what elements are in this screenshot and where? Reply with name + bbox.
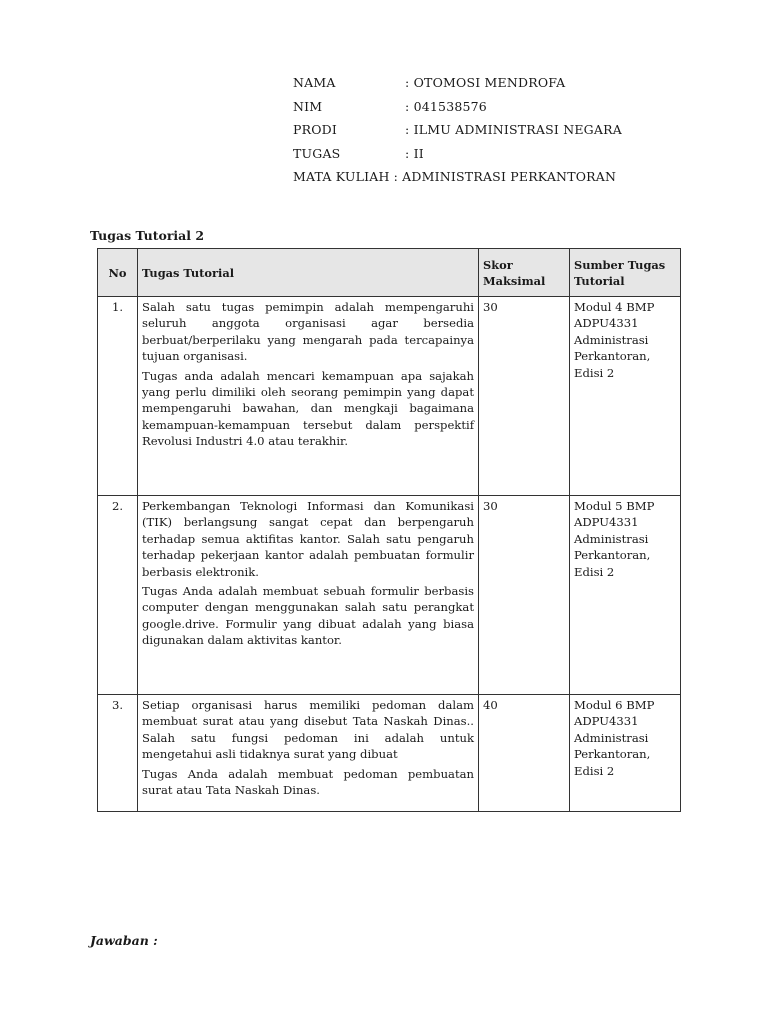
task-paragraph: Salah satu tugas pemimpin adalah mempengaruhi seluruh anggota organisasi agar bersedia berbuat/berperilaku yang mengarah pada tercapainya tujuan organisasi.	[142, 300, 474, 364]
info-value: : ILMU ADMINISTRASI NEGARA	[405, 122, 622, 137]
cell-source: Modul 5 BMP ADPU4331 Administrasi Perkantoran, Edisi 2	[570, 496, 681, 695]
info-row-nama	[293, 71, 622, 95]
info-value: : OTOMOSI MENDROFA	[405, 75, 566, 90]
section-title: Tugas Tutorial 2	[90, 228, 205, 243]
student-info	[293, 71, 622, 189]
table-header-row	[98, 249, 681, 297]
header-no: No	[98, 249, 138, 297]
task-paragraph: Perkembangan Teknologi Informasi dan Komunikasi (TIK) berlangsung sangat cepat dan berpengaruh terhadap semua aktifitas kantor. Salah satu pengaruh terhadap pekerjaan kantor adalah pembuatan formulir berbasis elektronik.	[142, 499, 474, 579]
cell-no: 1.	[98, 297, 138, 496]
task-paragraph: Tugas anda adalah mencari kemampuan apa sajakah yang perlu dimiliki oleh seorang pemimpin yang dapat mempengaruhi bawahan, dan mengkaji bagaimana kemampuan-kemampuan tersebut dalam perspektif Revolusi Industri 4.0 atau terakhir.	[142, 368, 474, 449]
info-row-nim	[293, 95, 622, 119]
cell-task	[138, 695, 479, 812]
info-label: NAMA	[293, 75, 336, 90]
cell-source: Modul 4 BMP ADPU4331 Administrasi Perkantoran, Edisi 2	[570, 297, 681, 496]
header-score: Skor Maksimal	[479, 249, 570, 297]
cell-no: 3.	[98, 695, 138, 812]
task-paragraph: Tugas Anda adalah membuat sebuah formulir berbasis computer dengan menggunakan salah satu perangkat google.drive. Formulir yang dibuat adalah yang biasa digunakan dalam aktivitas kantor.	[142, 584, 474, 648]
cell-score: 30	[479, 297, 570, 496]
cell-source: Modul 6 BMP ADPU4331 Administrasi Perkantoran, Edisi 2	[570, 695, 681, 812]
table-row	[98, 496, 681, 695]
task-paragraph: Setiap organisasi harus memiliki pedoman dalam membuat surat atau yang disebut Tata Naskah Dinas.. Salah satu fungsi pedoman ini adalah untuk mengetahui asli tidaknya surat yang dibuat	[142, 698, 474, 762]
answer-label: Jawaban :	[90, 933, 158, 948]
info-row-mata-kuliah	[293, 165, 622, 189]
info-label: PRODI	[293, 122, 338, 137]
cell-task	[138, 496, 479, 695]
cell-score: 40	[479, 695, 570, 812]
info-label: MATA KULIAH	[293, 169, 390, 184]
cell-score: 30	[479, 496, 570, 695]
info-label: TUGAS	[293, 145, 341, 161]
info-row-tugas	[293, 142, 622, 166]
info-value: : II	[405, 145, 424, 161]
info-label: NIM	[293, 98, 323, 114]
cell-task	[138, 297, 479, 496]
header-task: Tugas Tutorial	[138, 249, 479, 297]
task-paragraph: Tugas Anda adalah membuat pedoman pembuatan surat atau Tata Naskah Dinas.	[142, 766, 474, 798]
table-row	[98, 695, 681, 812]
info-value: : 041538576	[405, 98, 487, 114]
cell-no: 2.	[98, 496, 138, 695]
task-table	[97, 248, 681, 812]
info-value: : ADMINISTRASI PERKANTORAN	[393, 169, 617, 184]
info-row-prodi	[293, 118, 622, 142]
table-row	[98, 297, 681, 496]
header-source: Sumber Tugas Tutorial	[570, 249, 681, 297]
